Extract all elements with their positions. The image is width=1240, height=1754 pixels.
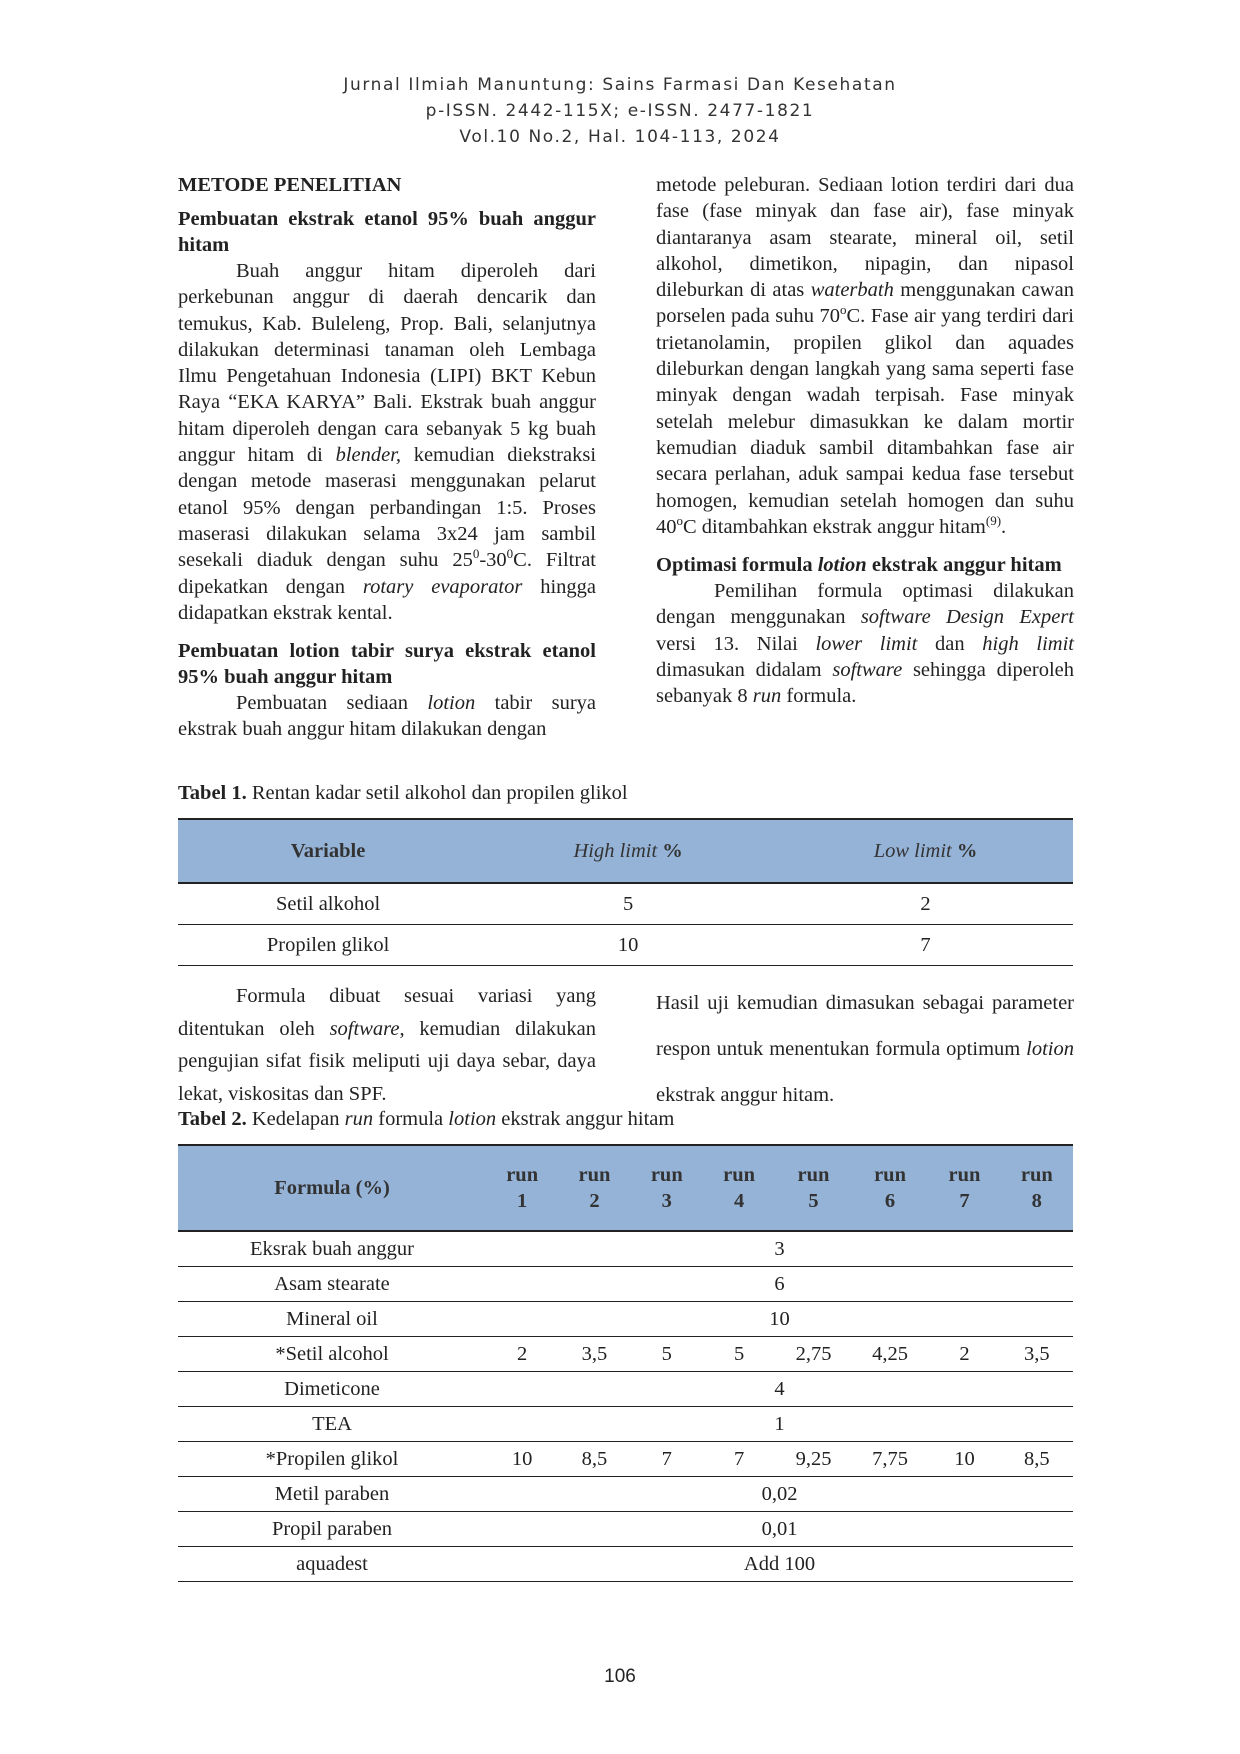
table2-header-run: run 2	[558, 1145, 630, 1231]
table-row: *Propilen glikol 10 8,5 7 7 9,25 7,75 10 8,5	[178, 1442, 1073, 1477]
table-row: Eksrak buah anggur 3	[178, 1231, 1073, 1267]
paragraph-optimasi: Pemilihan formula optimasi dilakukan dengan menggunakan software Design Expert versi 13. Nilai lower limit dan high limit dimasukan didalam software sehingga diperoleh sebanyak 8 run formula.	[656, 580, 1074, 708]
paragraph-peleburan: metode peleburan. Sediaan lotion terdiri dari dua fase (fase minyak dan fase air), fase minyak diantaranya asam stearate, mineral oil, setil alkohol, dimetikon, nipagin, dan nipasol dileburkan di atas waterbath menggunakan cawan porselen pada suhu 70$^o$C. Fase air yang terdiri dari trietanolamin, propilen glikol dan aquades dileburkan dengan langkah yang sama seperti fase minyak dengan wadah terpisah. Fase minyak setelah melebur dimasukkan ke dalam mortir kemudian diaduk sambil ditambahkan fase air secara perlahan, aduk sampai kedua fase tersebut homogen, kemudian setelah homogen dan suhu 40$^o$C ditambahkan ekstrak anggur hitam$^{(9)}$.	[656, 174, 1075, 538]
table2-header-run: run 3	[631, 1145, 703, 1231]
subsection-title-optimasi: Optimasi formula lotion ekstrak anggur hitam	[656, 554, 1062, 577]
paragraph-ekstrak: Buah anggur hitam diperoleh dari perkebunan anggur di daerah dencarik dan temukus, Kab. Buleleng, Prop. Bali, selanjutnya dilakukan determinasi tanaman oleh Lembaga Ilmu Pengetahuan Indonesia (LIPI) BKT Kebun Raya “EKA KARYA” Bali. Ekstrak buah anggur hitam diperoleh dengan cara sebanyak 5 kg buah anggur hitam di blender, kemudian diekstraksi dengan metode maserasi menggunakan pelarut etanol 95% dengan perbandingan 1:5. Proses maserasi dilakukan selama 3x24 jam sambil sesekali diaduk dengan suhu $25^0-30^0C$. Filtrat dipekatkan dengan rotary evaporator hingga didapatkan ekstrak kental.	[178, 260, 597, 624]
table2	[178, 1144, 1073, 1582]
table1	[178, 818, 1073, 966]
table-row: Metil paraben 0,02	[178, 1477, 1073, 1512]
table-row: Propil paraben 0,01	[178, 1512, 1073, 1547]
table1-caption: Tabel 1. Rentan kadar setil alkohol dan propilen glikol	[178, 782, 628, 804]
page-number: 106	[604, 1666, 636, 1687]
table1-header-variable: Variable	[178, 819, 478, 883]
table2-header-run: run 8	[1001, 1145, 1073, 1231]
table-row: Mineral oil 10	[178, 1302, 1073, 1337]
table-row: aquadest Add 100	[178, 1547, 1073, 1582]
table2-header-run: run 1	[486, 1145, 558, 1231]
mid-left-text	[178, 980, 596, 1110]
right-column	[656, 172, 1074, 710]
table2-header-run: run 4	[703, 1145, 775, 1231]
section-title: METODE PENELITIAN	[178, 174, 402, 196]
paragraph-lotion: Pembuatan sediaan lotion tabir surya ekstrak buah anggur hitam dilakukan dengan	[178, 692, 596, 741]
running-header	[0, 72, 1240, 150]
left-column	[178, 172, 596, 743]
table1-header-high: High limit %	[478, 819, 778, 883]
table-row: Dimeticone 4	[178, 1372, 1073, 1407]
issn-line: p-ISSN. 2442-115X; e-ISSN. 2477-1821	[425, 101, 815, 121]
volume-line: Vol.10 No.2, Hal. 104-113, 2024	[459, 127, 781, 147]
table-row: Propilen glikol 10 7	[178, 925, 1073, 966]
paragraph-formula: Formula dibuat sesuai variasi yang ditentukan oleh software, kemudian dilakukan pengujian sifat fisik meliputi uji daya sebar, daya lekat, viskositas dan SPF.	[178, 985, 596, 1105]
journal-name: Jurnal Ilmiah Manuntung: Sains Farmasi Dan Kesehatan	[343, 75, 897, 95]
table1-header-low: Low limit %	[778, 819, 1073, 883]
mid-right-text	[656, 980, 1074, 1118]
subsection-title-lotion: Pembuatan lotion tabir surya ekstrak etanol 95% buah anggur hitam	[178, 640, 596, 689]
table2-header-formula: Formula (%)	[178, 1145, 486, 1231]
table-row: *Setil alcohol 2 3,5 5 5 2,75 4,25 2 3,5	[178, 1337, 1073, 1372]
table-row: Asam stearate 6	[178, 1267, 1073, 1302]
table2-caption: Tabel 2. Kedelapan run formula lotion ekstrak anggur hitam	[178, 1108, 675, 1130]
table-row: TEA 1	[178, 1407, 1073, 1442]
table2-header-run: run 6	[852, 1145, 929, 1231]
paragraph-hasil: Hasil uji kemudian dimasukan sebagai parameter respon untuk menentukan formula optimum lotion ekstrak anggur hitam.	[656, 992, 1074, 1106]
table2-header-run: run 7	[928, 1145, 1000, 1231]
subsection-title-ekstrak: Pembuatan ekstrak etanol 95% buah anggur hitam	[178, 208, 596, 256]
table2-header-run: run 5	[775, 1145, 852, 1231]
table-row: Setil alkohol 5 2	[178, 883, 1073, 925]
